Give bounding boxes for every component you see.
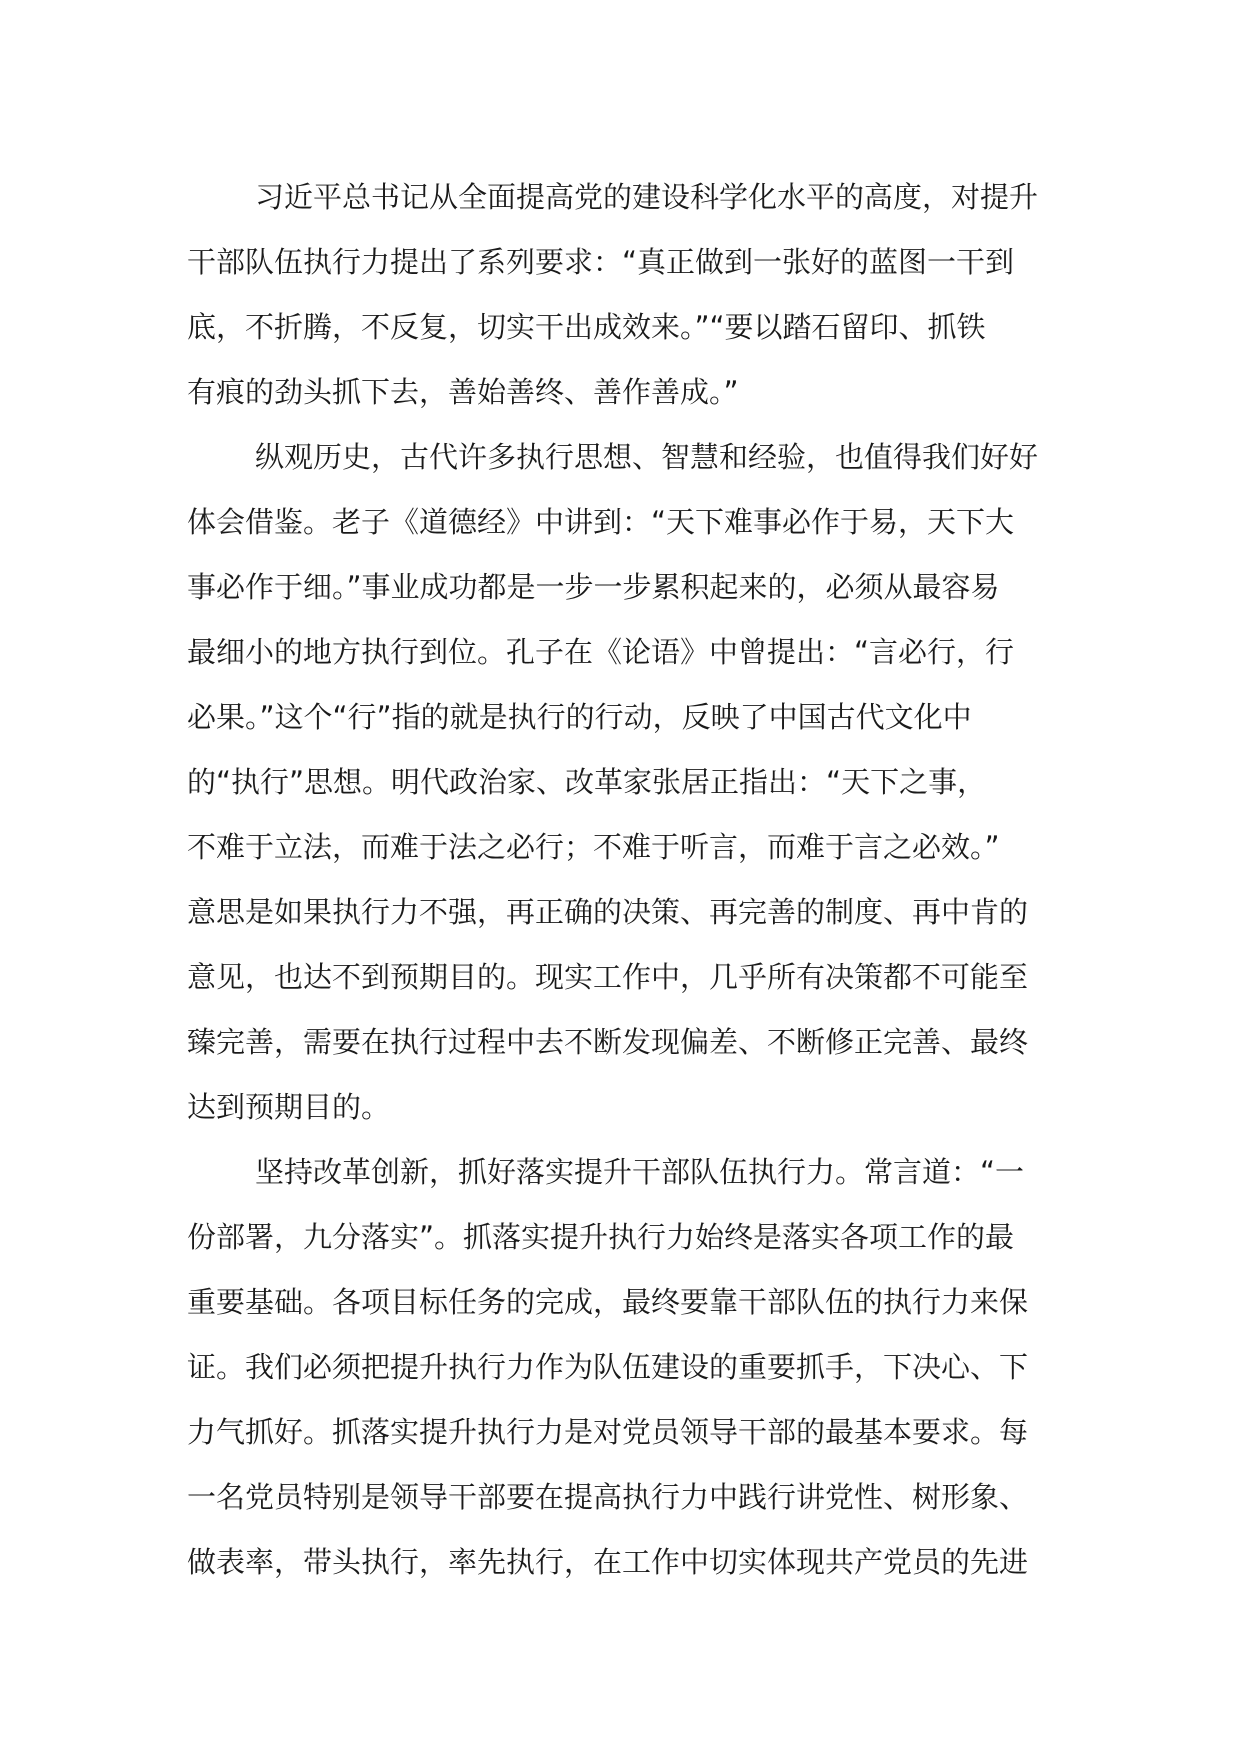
text-line: 体会借鉴。老子《道德经》中讲到：“天下难事必作于易，天下大: [187, 505, 1015, 539]
text-line: 达到预期目的。: [187, 1090, 391, 1124]
text-line: 证。我们必须把提升执行力作为队伍建设的重要抓手，下决心、下: [187, 1350, 1029, 1384]
text-line: 事必作于细。”事业成功都是一步一步累积起来的，必须从最容易: [187, 570, 1000, 604]
text-line: 臻完善，需要在执行过程中去不断发现偏差、不断修正完善、最终: [187, 1025, 1029, 1059]
text-line: 力气抓好。抓落实提升执行力是对党员领导干部的最基本要求。每: [187, 1415, 1029, 1449]
text-line: 意见，也达不到预期目的。现实工作中，几乎所有决策都不可能至: [187, 960, 1029, 994]
paragraph-first-line: 纵观历史，古代许多执行思想、智慧和经验，也值得我们好好: [255, 440, 1039, 474]
text-line: 做表率，带头执行，率先执行，在工作中切实体现共产党员的先进: [187, 1545, 1029, 1579]
text-line: 不难于立法，而难于法之必行；不难于听言，而难于言之必效。”: [187, 830, 1000, 864]
text-line: 最细小的地方执行到位。孔子在《论语》中曾提出：“言必行，行: [187, 635, 1015, 669]
paragraph-first-line: 习近平总书记从全面提高党的建设科学化水平的高度，对提升: [255, 180, 1039, 214]
text-line: 份部署，九分落实”。抓落实提升执行力始终是落实各项工作的最: [187, 1220, 1015, 1254]
text-line: 意思是如果执行力不强，再正确的决策、再完善的制度、再中肯的: [187, 895, 1029, 929]
text-line: 的“执行”思想。明代政治家、改革家张居正指出：“天下之事，: [187, 765, 987, 799]
text-line: 干部队伍执行力提出了系列要求：“真正做到一张好的蓝图一干到: [187, 245, 1015, 279]
paragraph-first-line: 坚持改革创新，抓好落实提升干部队伍执行力。常言道：“一: [255, 1155, 1025, 1189]
text-line: 一名党员特别是领导干部要在提高执行力中践行讲党性、树形象、: [187, 1480, 1029, 1514]
text-line: 有痕的劲头抓下去，善始善终、善作善成。”: [187, 375, 739, 409]
document-body: [187, 165, 1053, 1595]
text-line: 重要基础。各项目标任务的完成，最终要靠干部队伍的执行力来保: [187, 1285, 1029, 1319]
text-line: 底，不折腾，不反复，切实干出成效来。”“要以踏石留印、抓铁: [187, 310, 986, 344]
text-line: 必果。”这个“行”指的就是执行的行动，反映了中国古代文化中: [187, 700, 972, 734]
